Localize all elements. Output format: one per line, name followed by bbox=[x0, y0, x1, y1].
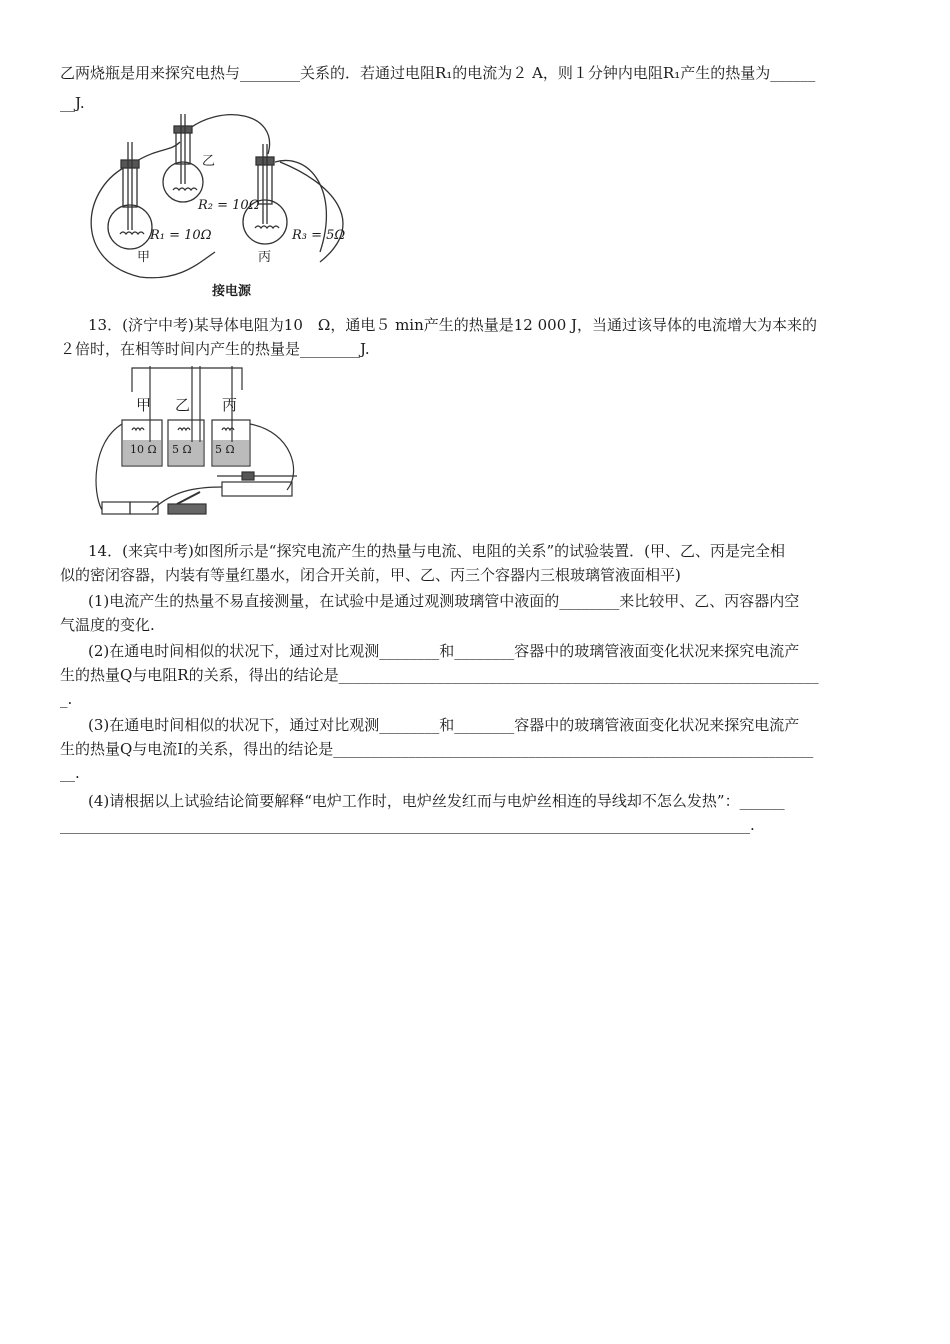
q12-label-r2: R₂ = 10Ω bbox=[198, 198, 260, 213]
q13-label-r-yi: 5 Ω bbox=[172, 443, 192, 456]
q13-text-line-2: ２倍时，在相等时间内产生的热量是________J. bbox=[60, 340, 370, 358]
q13-label-r-jia: 10 Ω bbox=[130, 443, 157, 456]
q13-label-jia: 甲 bbox=[136, 396, 152, 414]
q12-label-jia: 甲 bbox=[137, 250, 151, 265]
q13-label-r-bing: 5 Ω bbox=[215, 443, 235, 456]
q13-label-yi: 乙 bbox=[175, 396, 191, 414]
q14-part3-line-3: __. bbox=[60, 764, 80, 782]
q14-part1-line-2: 气温度的变化. bbox=[60, 616, 155, 634]
q14-part2-line-2: 生的热量Q与电阻R的关系，得出的结论是________________________________________________________________ bbox=[60, 666, 819, 684]
q12-text-line-2: __J. bbox=[60, 94, 85, 112]
q12-label-r1: R₁ = 10Ω bbox=[150, 228, 212, 243]
q12-text-line-1: 乙两烧瓶是用来探究电热与________关系的．若通过电阻R₁的电流为２ A，则１分钟内电阻R₁产生的热量为______ bbox=[60, 64, 816, 82]
q13-apparatus-figure bbox=[92, 362, 322, 522]
q14-text-line-1: 14．(来宾中考)如图所示是“探究电流产生的热量与电流、电阻的关系”的试验装置．(甲、乙、丙是完全相 bbox=[88, 542, 785, 560]
q12-label-r3: R₃ = 5Ω bbox=[292, 228, 346, 243]
q12-label-power: 接电源 bbox=[212, 284, 252, 299]
q12-label-bing: 丙 bbox=[258, 250, 272, 265]
q14-part3-line-2: 生的热量Q与电流I的关系，得出的结论是________________________________________________________________ bbox=[60, 740, 814, 758]
q13-text-line-1: 13．(济宁中考)某导体电阻为10 Ω，通电５ min产生的热量是12 000 J，当通过该导体的电流增大为本来的 bbox=[88, 316, 818, 334]
q14-part2-line-3: _. bbox=[60, 690, 73, 708]
q14-part4-line-1: (4)请根据以上试验结论简要解释“电炉工作时，电炉丝发红而与电炉丝相连的导线却不怎么发热”：______ bbox=[88, 792, 785, 810]
q13-label-bing: 丙 bbox=[222, 396, 238, 414]
q14-part4-line-2: ____________________________________________________________________________________________. bbox=[60, 816, 755, 834]
q14-part3-line-1: (3)在通电时间相似的状况下，通过对比观测________和________容器中的玻璃管液面变化状况来探究电流产 bbox=[88, 716, 800, 734]
q14-text-line-2: 似的密闭容器，内装有等量红墨水，闭合开关前，甲、乙、丙三个容器内三根玻璃管液面相平) bbox=[60, 566, 681, 584]
q14-part1-line-1: (1)电流产生的热量不易直接测量，在试验中是通过观测玻璃管中液面的________来比较甲、乙、丙容器内空 bbox=[88, 592, 800, 610]
q12-label-yi: 乙 bbox=[202, 154, 216, 169]
q14-part2-line-1: (2)在通电时间相似的状况下，通过对比观测________和________容器中的玻璃管液面变化状况来探究电流产 bbox=[88, 642, 800, 660]
